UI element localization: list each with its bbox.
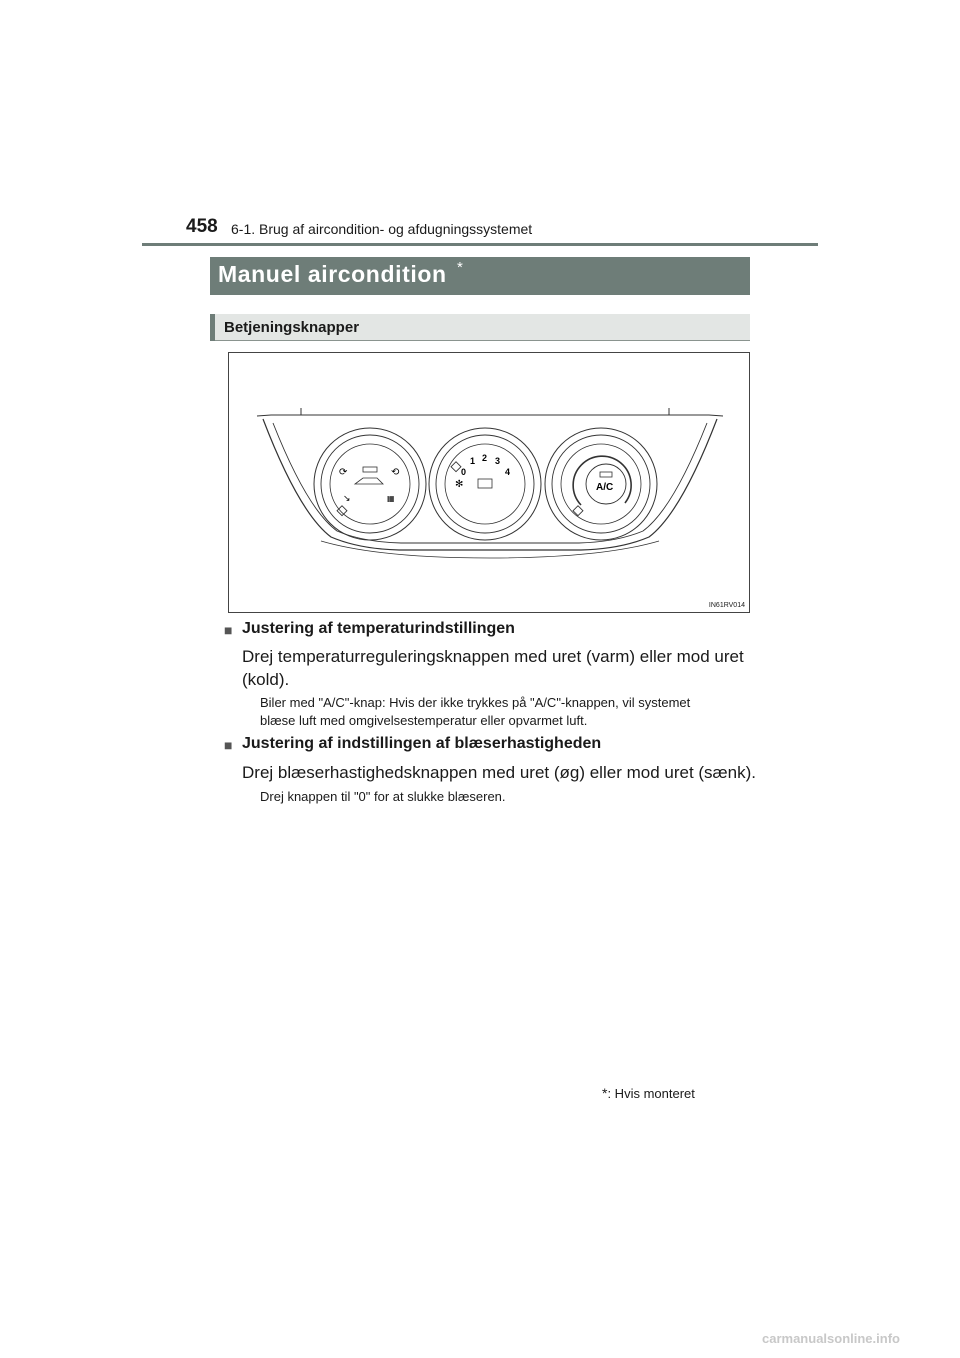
ac-button-label: A/C (596, 482, 614, 493)
fan-speed-3: 3 (495, 456, 501, 466)
subsection-accent (210, 314, 215, 341)
chapter-title: 6-1. Brug af aircondition- og afdugningssystemet (231, 221, 533, 237)
fan-speed-4: 4 (505, 467, 511, 477)
item-2-heading: Justering af indstillingen af blæserhastigheden (242, 735, 602, 752)
rear-defrost-icon (478, 479, 492, 488)
item-1-bullet: ■ (224, 622, 233, 638)
svg-text:↘: ↘ (343, 494, 351, 504)
subsection-heading-bar (210, 314, 750, 341)
fan-speed-0: 0 (461, 467, 467, 477)
subsection-title: Betjeningsknapper (224, 319, 360, 336)
item-1-note-line-2: blæse luft med omgivelsestemperatur eller opvarmet luft. (260, 713, 588, 728)
section-title: Manuel aircondition (218, 261, 447, 287)
item-1-body-line-1: Drej temperaturreguleringsknappen med uret (varm) eller mod uret (242, 647, 744, 666)
fan-speed-2: 2 (482, 453, 488, 463)
fan-speed-dial (429, 428, 541, 540)
page-number: 458 (186, 216, 218, 237)
item-2-bullet: ■ (224, 737, 233, 753)
svg-text:⟳: ⟳ (339, 467, 348, 478)
item-1-heading: Justering af temperaturindstillingen (242, 620, 515, 637)
header-divider (142, 243, 818, 246)
svg-text:▦: ▦ (387, 494, 395, 503)
mode-dial (314, 428, 426, 540)
svg-text:⟲: ⟲ (391, 467, 400, 478)
fan-icon: ✻ (455, 479, 464, 490)
fan-speed-1: 1 (470, 456, 476, 466)
control-panel-illustration (229, 353, 751, 614)
item-1-body-line-2: (kold). (242, 670, 290, 689)
section-heading-bar (210, 257, 750, 295)
item-1-note-line-1: Biler med "A/C"-knap: Hvis der ikke trykkes på "A/C"-knappen, vil systemet (260, 695, 691, 710)
watermark: carmanualsonline.info (762, 1331, 900, 1346)
figure-id-label: IN61RV014 (708, 602, 745, 609)
footnote-text: : Hvis monteret (607, 1086, 695, 1101)
temperature-dial (545, 428, 657, 540)
section-asterisk: * (457, 259, 463, 276)
item-2-note-line-1: Drej knappen til "0" for at slukke blæseren. (260, 789, 506, 804)
item-2-body-line-1: Drej blæserhastighedsknappen med uret (øg) eller mod uret (sænk). (242, 763, 757, 782)
footnote (602, 1085, 695, 1101)
footnote-asterisk: * (602, 1085, 608, 1101)
control-panel-figure (228, 352, 750, 613)
